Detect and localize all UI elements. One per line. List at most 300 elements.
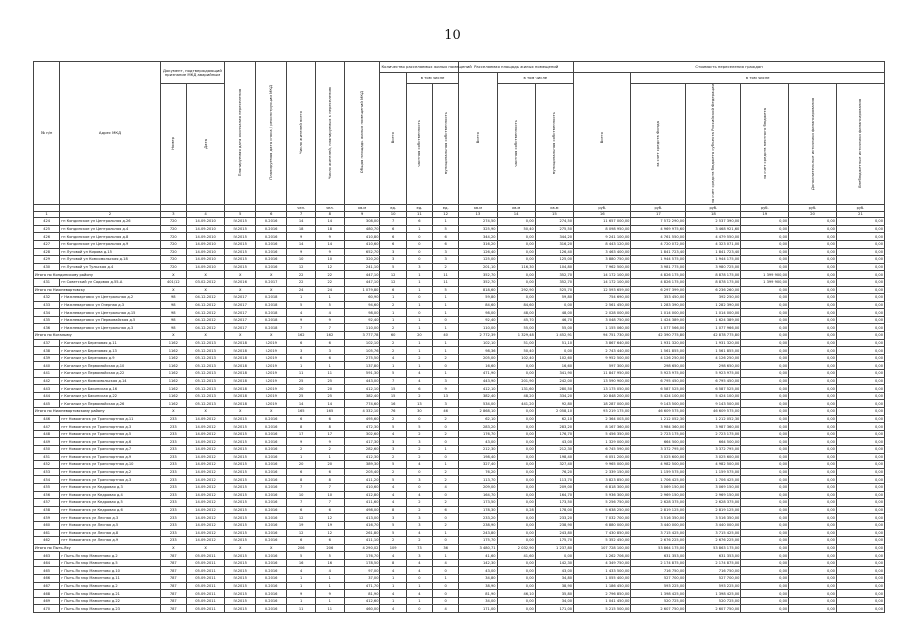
column-number-cell: 19 [741,211,789,218]
header-area-total: Всего [459,73,497,205]
table-cell: 233 [160,415,186,423]
table-cell: 7 [315,499,344,507]
table-cell: 2 364 003,00 [574,415,631,423]
table-cell: IV.2018 [225,370,256,378]
table-cell: 774,60 [344,400,380,408]
table-cell: 0,00 [789,377,837,385]
table-cell: 1 212 052,30 [686,415,741,423]
table-cell: 275,50 [535,225,573,233]
table-cell: 4 [406,461,432,469]
table-cell: 1 014 000,00 [686,309,741,317]
row-number-cell: 430 [34,263,60,271]
row-number-cell: 465 [34,567,60,575]
table-cell: 480,70 [344,225,380,233]
table-cell: 8 167 360,00 [574,423,631,431]
table-cell: 2 [433,468,459,476]
table-cell: 14.09.2012 [186,529,224,537]
table-cell: 3 025 600,00 [631,453,686,461]
table-cell: IV.2015 [225,233,256,241]
table-cell: 664 500,00 [686,438,741,446]
table-cell: 7 032 700,00 [574,514,631,522]
table-cell: 3 516 350,00 [631,514,686,522]
table-cell: 652,70 [344,248,380,256]
table-cell: 6 [287,354,316,362]
table-cell: 0,00 [789,544,837,552]
table-cell: 48,00 [497,309,535,317]
table-cell: 0,00 [741,461,789,469]
table-cell: 5 [287,552,316,560]
row-number-cell: 454 [34,476,60,484]
subtotal-row [34,408,885,416]
table-cell: 206 [287,544,316,552]
table-cell: 04.12.2012 [186,309,224,317]
header-cost-sub: в том числе [631,73,885,84]
table-cell: 205,00 [459,354,497,362]
address-cell: г Пыть-Ях мкр Мамонтово д.2 [60,582,160,590]
table-cell: 3 [287,347,316,355]
table-cell: 50,40 [497,225,535,233]
table-cell: 0,00 [741,324,789,332]
table-cell: 0,00 [789,559,837,567]
table-cell: 0,00 [497,529,535,537]
table-cell: 92,40 [459,316,497,324]
table-cell: 1 [406,347,432,355]
table-row [34,385,885,393]
table-cell: 14.09.2010 [186,225,224,233]
table-cell: 0,00 [497,597,535,605]
table-cell: 0,00 [497,370,535,378]
table-cell: 0,00 [497,438,535,446]
table-cell: 3 372 795,00 [686,445,741,453]
table-cell: X [186,332,224,340]
table-cell: 102,40 [497,354,535,362]
table-cell: 0,00 [741,430,789,438]
table-cell: IV.2015 [225,240,256,248]
table-cell: 0,00 [741,309,789,317]
table-cell: 471,90 [459,370,497,378]
table-cell: 22 [315,278,344,286]
table-cell: 344,20 [535,233,573,241]
table-cell: 4 [315,567,344,575]
table-row [34,339,885,347]
address-cell: гп Луговой ул Кирова д.15 [60,248,160,256]
table-cell: 142,30 [459,559,497,567]
table-cell: II.2016 [256,597,287,605]
table-cell: 3 [406,552,432,560]
table-cell: 412,60 [344,597,380,605]
table-cell: 0,00 [836,256,884,264]
table-cell: 6 [315,537,344,545]
table-cell: IV.2015 [225,476,256,484]
row-number-cell: 452 [34,461,60,469]
header-area-sub: в том числе [497,73,574,84]
table-cell: II.2016 [256,225,287,233]
row-number-cell: 461 [34,529,60,537]
table-cell: 0,00 [741,559,789,567]
subtotal-label: Итого по Кондинскому району [34,271,161,279]
table-cell: 0,00 [789,415,837,423]
table-cell: 0,00 [836,476,884,484]
table-cell: 0,00 [789,339,837,347]
table-cell: 14.09.2010 [186,218,224,226]
subtotal-label: Итого по Нижневартовскому району [34,408,161,416]
table-row [34,552,885,560]
table-cell: 0,00 [789,438,837,446]
table-cell: 1162 [160,339,186,347]
table-cell: 38,90 [459,582,497,590]
table-row [34,445,885,453]
address-cell: пгт Новоаганск ул Кедровая д.3 [60,483,160,491]
table-cell: 0,00 [836,294,884,302]
table-cell: 2 723 175,00 [686,430,741,438]
table-cell: 352,70 [459,278,497,286]
subtotal-label: Итого по Когалыму [34,332,161,340]
table-cell: 50,40 [497,347,535,355]
table-cell: 0,00 [789,370,837,378]
table-cell: 60,90 [344,294,380,302]
table-cell: 3 440 000,00 [631,521,686,529]
header-doc-number: Номер [160,84,186,205]
table-cell: 198,40 [535,453,573,461]
table-cell: 5 923 975,00 [686,370,741,378]
table-cell: 19 [315,521,344,529]
table-cell: 1 944 575,00 [631,256,686,264]
table-cell: 16 [380,400,406,408]
table-cell: 30 [406,408,432,416]
table-cell: 1 [380,582,406,590]
table-cell: 171,00 [459,605,497,613]
header-cost-total: Всего [574,73,631,205]
table-cell: 1 077 966,00 [686,324,741,332]
address-cell: пгт Новоаганск ул Лесная д.5 [60,521,160,529]
table-cell: 18 287 000,00 [574,400,631,408]
table-cell: 0,00 [789,529,837,537]
table-cell: 0,00 [789,332,837,340]
table-cell: 238,90 [459,521,497,529]
table-cell: 04.12.2012 [186,294,224,302]
table-cell: 525,70 [535,286,573,294]
table-cell: 471,70 [344,582,380,590]
address-cell: гп Советский ул Садовая д.55-А [60,278,160,286]
table-cell: 0,00 [789,514,837,522]
table-cell: 5 215 500,00 [574,605,631,613]
table-cell: 0,00 [789,590,837,598]
table-cell: 14.09.2012 [186,499,224,507]
table-cell: 14.09.2012 [186,453,224,461]
table-cell: 1 931 320,00 [686,339,741,347]
table-cell: 0,00 [497,582,535,590]
subtotal-row [34,286,885,294]
table-cell: 0,00 [497,430,535,438]
table-cell: 3 [380,256,406,264]
subtotal-row [34,544,885,552]
table-cell: X [225,408,256,416]
column-number-cell: 3 [160,211,186,218]
table-cell: 0 [406,294,432,302]
table-cell: 6 880 000,00 [574,521,631,529]
table-cell: 22 [287,271,316,279]
table-cell: 9 241 100,00 [574,233,631,241]
row-number-cell: 446 [34,415,60,423]
table-cell: 720 [160,256,186,264]
table-cell: 6 587 525,00 [686,385,741,393]
header-count-municipal: муниципальная собственность [433,84,459,205]
table-cell: 4 982 500,00 [686,461,741,469]
table-cell: 593 225,00 [631,582,686,590]
column-number-cell: 8 [315,211,344,218]
table-cell: 0,00 [741,597,789,605]
table-cell: 0,00 [836,316,884,324]
table-cell: 142,30 [535,559,573,567]
table-cell: 05.09.2011 [186,559,224,567]
table-cell: 1 [433,445,459,453]
table-cell: 173,50 [459,499,497,507]
table-cell: 34,80 [459,575,497,583]
table-cell: 0,00 [836,225,884,233]
column-number-cell: 2 [60,211,160,218]
table-cell: IV.2017 [225,294,256,302]
table-cell: 787 [160,597,186,605]
table-cell: 0 [406,240,432,248]
table-cell: 8 443 120,00 [574,240,631,248]
table-cell: 0,00 [789,521,837,529]
row-number-cell: 462 [34,537,60,545]
table-cell: 0,00 [789,233,837,241]
row-number-cell: 428 [34,248,60,256]
table-cell: 9 [287,590,316,598]
table-cell: II.2017 [256,278,287,286]
row-number-cell: 424 [34,218,60,226]
table-cell: 3 372 795,00 [631,445,686,453]
address-cell: пгт Новоаганск ул Транспортная д.2 [60,468,160,476]
table-cell: 10 [287,491,316,499]
table-cell: 55,00 [535,324,573,332]
table-cell: 201,90 [497,377,535,385]
table-cell: 105,76 [344,347,380,355]
table-cell: II.2016 [256,423,287,431]
table-cell: 6 [287,468,316,476]
table-cell: 0,00 [497,521,535,529]
row-number-cell: 443 [34,385,60,393]
table-cell: 6 297 399,00 [631,286,686,294]
table-cell: 0,00 [789,453,837,461]
table-cell: 4 [433,559,459,567]
table-row [34,506,885,514]
table-cell: 9 [315,248,344,256]
row-number-cell: 427 [34,240,60,248]
table-cell: 233 [160,499,186,507]
header-cost-subject: за счет средств бюджета субъекта Российской Федерации [686,84,741,205]
table-cell: 720 [160,218,186,226]
table-cell: 102,10 [459,339,497,347]
table-cell: 4 [433,605,459,613]
table-cell: 0 [433,362,459,370]
table-cell: 8 [315,476,344,484]
address-cell: пгт Новоаганск ул Кедровая д.6 [60,506,160,514]
table-cell: 22 [315,271,344,279]
resettlement-table-container [33,61,885,613]
table-cell: 46 [433,408,459,416]
table-cell: 3 [406,521,432,529]
table-cell: 59,80 [459,294,497,302]
table-cell: 9 [315,590,344,598]
table-cell: 05.09.2011 [186,575,224,583]
table-row [34,430,885,438]
table-cell: 2 [380,468,406,476]
row-number-cell: 458 [34,506,60,514]
table-cell: 18 [315,225,344,233]
table-cell: 0,00 [741,225,789,233]
table-cell: 43,00 [535,567,573,575]
table-cell: 0 [406,483,432,491]
table-cell: 0,00 [741,552,789,560]
table-cell: 5 [315,301,344,309]
table-cell: I.2019 [256,377,287,385]
table-cell: 0,00 [789,248,837,256]
header-residents-planned: Число жителей, планируемых к переселению [315,62,344,205]
table-cell: 0,00 [497,271,535,279]
table-cell: 9 [287,233,316,241]
table-cell: 3 025 600,00 [686,453,741,461]
table-cell: 0,00 [836,324,884,332]
table-cell: 0,00 [836,347,884,355]
table-cell: 1 [315,294,344,302]
table-cell: 173,50 [535,499,573,507]
table-cell: 0,00 [836,370,884,378]
address-cell: г Пыть-Ях мкр Мамонтово д.22 [60,597,160,605]
table-cell: 443,90 [459,377,497,385]
table-cell: 1 [406,597,432,605]
table-cell: 720 [160,240,186,248]
table-cell: IV.2015 [225,537,256,545]
table-cell: 0 [433,514,459,522]
table-cell: 76,20 [535,468,573,476]
table-cell: 05.12.2013 [186,339,224,347]
table-cell: 1 155 060,00 [574,324,631,332]
table-cell: 19 [287,521,316,529]
table-cell: 6 587 525,00 [631,385,686,393]
table-cell: 2 [380,415,406,423]
table-cell: 2 607 750,00 [686,605,741,613]
table-cell: 43,00 [535,438,573,446]
table-cell: 0,00 [836,301,884,309]
table-cell: 98 [160,294,186,302]
table-cell: 1 283 390,00 [631,301,686,309]
header-area-municipal: муниципальная собственность [535,84,573,205]
address-cell: г Когалым ул Бакинская д.22 [60,392,160,400]
table-cell: 3 987 360,00 [686,423,741,431]
table-cell: 6 [287,506,316,514]
table-cell: 344,20 [459,233,497,241]
table-cell: 631 353,00 [686,552,741,560]
table-cell: 25 [287,392,316,400]
table-row [34,278,885,286]
table-cell: 46 609 575,00 [686,408,741,416]
table-cell: 334,20 [535,392,573,400]
table-row [34,248,885,256]
table-cell: 81,90 [459,590,497,598]
table-cell: 0,00 [836,438,884,446]
table-cell: 410,60 [344,240,380,248]
table-cell: IV.2015 [225,597,256,605]
table-cell: 238,90 [535,521,573,529]
table-cell: 2 796 850,00 [574,590,631,598]
table-cell: 14.09.2012 [186,415,224,423]
table-cell: 5 [433,286,459,294]
table-cell: 0,00 [789,218,837,226]
table-cell: 327,40 [459,461,497,469]
table-cell: 0,00 [741,423,789,431]
table-row [34,309,885,317]
address-cell: пгт Новоаганск ул Транспортная д.3 [60,423,160,431]
table-cell: 7 [315,324,344,332]
row-number-cell: 433 [34,301,60,309]
table-cell: 1 [287,582,316,590]
table-cell: 0,00 [836,271,884,279]
table-cell: 233,20 [535,514,573,522]
table-cell: 2 676 225,00 [631,537,686,545]
table-cell: 0,00 [836,377,884,385]
table-cell: 6 795 450,00 [686,377,741,385]
table-cell: IV.2017 [225,301,256,309]
table-cell: 5 456 350,00 [574,430,631,438]
table-cell: 412,30 [344,453,380,461]
table-cell: 14.09.2012 [186,476,224,484]
table-cell: IV.2017 [225,309,256,317]
table-cell: 0,00 [836,309,884,317]
table-cell: 14.09.2012 [186,506,224,514]
table-cell: 6 818 300,00 [574,483,631,491]
table-cell: II.2016 [256,514,287,522]
table-cell: 3 [380,445,406,453]
row-number-cell: 450 [34,445,60,453]
table-cell: 0,00 [741,294,789,302]
table-cell: 1 561 855,00 [686,347,741,355]
table-cell: IV.2015 [225,453,256,461]
table-cell: 6 [380,286,406,294]
table-cell: 2 [380,453,406,461]
table-cell: II.2016 [256,575,287,583]
table-cell: 14.09.2010 [186,240,224,248]
table-cell: 12 [380,271,406,279]
table-row [34,514,885,522]
table-cell: X [256,332,287,340]
table-cell: II.2016 [256,521,287,529]
unit-cell: ед. [406,205,432,212]
table-cell: II.2016 [256,506,287,514]
table-cell: 81,90 [344,590,380,598]
table-cell: 05.09.2011 [186,590,224,598]
table-cell: 9 [315,438,344,446]
table-cell: 1 [406,301,432,309]
table-cell: 125,00 [459,256,497,264]
table-cell: II.2016 [256,263,287,271]
table-cell: 720 [160,248,186,256]
table-cell: 1 [287,294,316,302]
table-cell: 14 [315,400,344,408]
table-cell: 1 [406,278,432,286]
table-cell: 5 [433,225,459,233]
table-cell: 2 032,90 [497,544,535,552]
table-cell: 3 867 640,00 [574,339,631,347]
table-cell: 2 969 150,00 [631,491,686,499]
table-cell: 0,00 [741,286,789,294]
table-cell: 5 [380,476,406,484]
column-number-cell: 17 [631,211,686,218]
column-number-cell: 18 [686,211,741,218]
table-cell: 0,00 [497,453,535,461]
table-cell: 4 [406,377,432,385]
